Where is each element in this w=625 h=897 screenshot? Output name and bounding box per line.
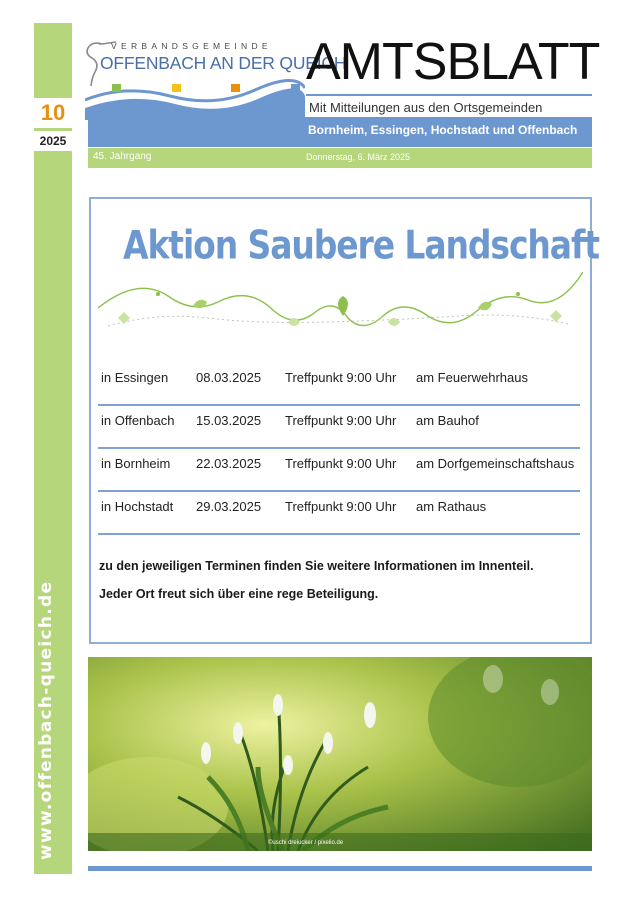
event-row [98,405,580,449]
row-location: am Dorfgemeinschaftshaus [416,456,575,471]
issue-number: 10 [34,98,72,128]
masthead-subtitle: Mit Mitteilungen aus den Ortsgemeinden [309,100,543,115]
row-location: am Bauhof [416,413,479,428]
vine-ornament [98,266,583,346]
row-location: am Rathaus [416,499,487,514]
green-square-icon [112,84,121,92]
row-place: in Bornheim [101,456,171,471]
row-meeting: Treffpunkt 9:00 Uhr [285,499,397,514]
row-place: in Essingen [101,370,169,385]
row-date: 22.03.2025 [196,456,262,471]
row-meeting: Treffpunkt 9:00 Uhr [285,370,397,385]
event-row [98,448,580,492]
row-date: 29.03.2025 [196,499,262,514]
masthead-title: AMTSBLATT [306,33,600,91]
logo-town-text: OFFENBACH AN DER QUEICH [100,53,347,73]
row-meeting: Treffpunkt 9:00 Uhr [285,456,397,471]
event-title: Aktion Saubere Landschaft [123,222,599,269]
issue-date: Donnerstag, 6. März 2025 [306,152,411,162]
masthead-rule [306,94,592,96]
row-place: in Offenbach [101,413,175,428]
places-text: Bornheim, Essingen, Hochstadt und Offenbach [308,123,578,137]
event-row [98,491,580,535]
row-date: 08.03.2025 [196,370,262,385]
logo-waves [85,70,305,120]
snowdrop-photo [88,657,592,851]
orange-square-icon [231,84,240,92]
logo-org-text: VERBANDSGEMEINDE [111,41,272,51]
row-location: am Feuerwehrhaus [416,370,528,385]
issue-year: 2025 [34,131,72,151]
photo-credit: ©uschi dreiucker / pixelio.de [268,840,344,846]
yellow-square-icon [172,84,181,92]
row-date: 15.03.2025 [196,413,262,428]
row-place: in Hochstadt [101,499,174,514]
website-url[interactable]: www.offenbach-queich.de [36,580,56,860]
row-meeting: Treffpunkt 9:00 Uhr [285,413,397,428]
bottom-rule [88,866,592,871]
participation-note: Jeder Ort freut sich über eine rege Beteiligung. [99,587,379,601]
event-row [98,362,580,406]
blue-square-icon [291,84,300,92]
info-note: zu den jeweiligen Terminen finden Sie weitere Informationen im Innenteil. [99,559,534,573]
volume-text: 45. Jahrgang [93,151,152,162]
